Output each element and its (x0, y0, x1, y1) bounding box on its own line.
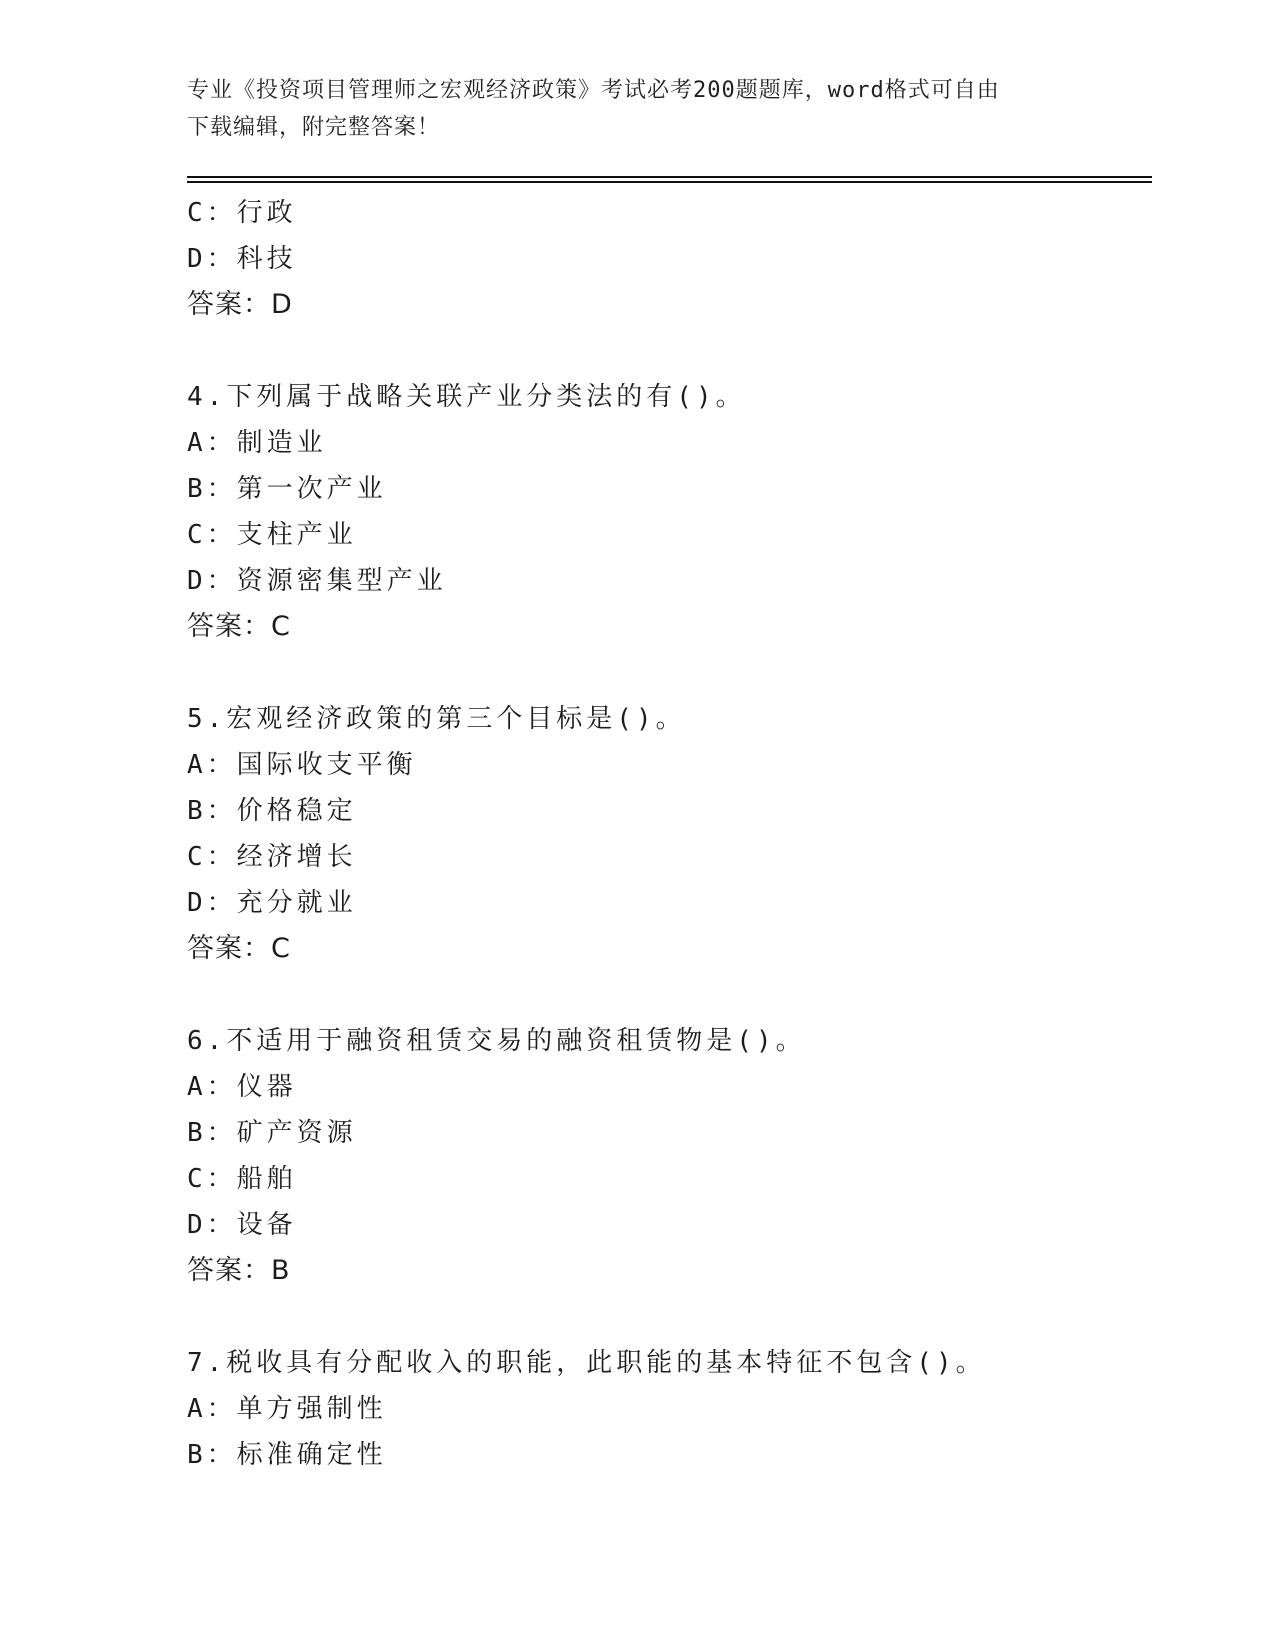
spacer (187, 328, 1147, 374)
question-stem: 6.不适用于融资租赁交易的融资租赁物是()。 (187, 1026, 806, 1056)
option-a: A：仪器 (187, 1072, 297, 1102)
option-c: C：支柱产业 (187, 520, 357, 550)
answer: 答案：D (187, 289, 293, 320)
answer: 答案：B (187, 1255, 291, 1286)
question-stem: 4.下列属于战略关联产业分类法的有()。 (187, 382, 746, 412)
option-b: B：第一次产业 (187, 474, 387, 504)
option-d: D：资源密集型产业 (187, 566, 447, 596)
question-stem: 5.宏观经济政策的第三个目标是()。 (187, 704, 686, 734)
option-b: B：矿产资源 (187, 1118, 357, 1148)
answer: 答案：C (187, 611, 291, 642)
option-b: B：价格稳定 (187, 796, 357, 826)
spacer (187, 650, 1147, 696)
question-6 (187, 1018, 1147, 1294)
option-c: C：船舶 (187, 1164, 297, 1194)
option-c: C：行政 (187, 198, 297, 228)
document-header (187, 72, 1087, 146)
option-a: A：单方强制性 (187, 1394, 387, 1424)
question-stem: 7.税收具有分配收入的职能，此职能的基本特征不包含()。 (187, 1348, 986, 1378)
header-rule-bottom (187, 181, 1152, 183)
answer: 答案：C (187, 933, 291, 964)
option-a: A：国际收支平衡 (187, 750, 417, 780)
header-rule-top (187, 176, 1152, 178)
question-4 (187, 374, 1147, 650)
question-continued (187, 190, 1147, 328)
question-5 (187, 696, 1147, 972)
spacer (187, 972, 1147, 1018)
question-7 (187, 1340, 1147, 1478)
question-list (187, 190, 1147, 1478)
option-d: D：科技 (187, 244, 297, 274)
option-c: C：经济增长 (187, 842, 357, 872)
header-line-1: 专业《投资项目管理师之宏观经济政策》考试必考200题题库，word格式可自由 (187, 78, 1000, 103)
option-d: D：充分就业 (187, 888, 357, 918)
spacer (187, 1294, 1147, 1340)
option-b: B：标准确定性 (187, 1440, 387, 1470)
option-d: D：设备 (187, 1210, 297, 1240)
header-line-2: 下载编辑，附完整答案！ (187, 115, 441, 140)
option-a: A：制造业 (187, 428, 327, 458)
